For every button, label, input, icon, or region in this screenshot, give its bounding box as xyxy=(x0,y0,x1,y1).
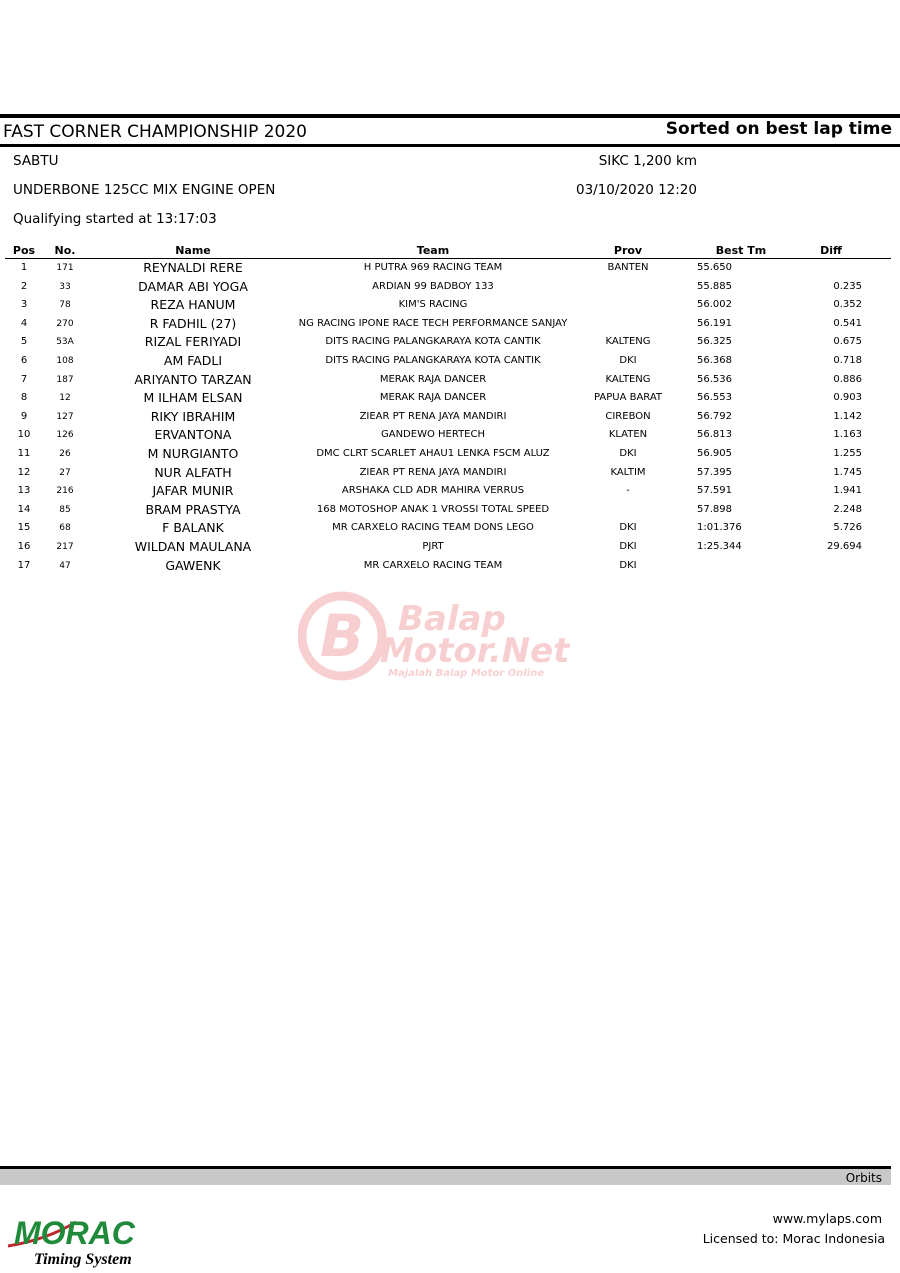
cell-name: REYNALDI RERE xyxy=(143,260,243,275)
balapmotor-watermark xyxy=(298,590,603,682)
header-top-rule xyxy=(0,114,900,118)
cell-name: JAFAR MUNIR xyxy=(152,483,234,499)
cell-best-time: 1:01.376 xyxy=(697,522,742,534)
cell-best-time: 56.905 xyxy=(697,447,732,459)
watermark-b-glyph: B xyxy=(319,602,365,670)
cell-best-time: 56.191 xyxy=(697,317,732,329)
cell-no: 85 xyxy=(59,504,71,515)
cell-team: DMC CLRT SCARLET AHAU1 LENKA FSCM ALUZ xyxy=(316,447,550,459)
table-row xyxy=(5,445,891,464)
cell-pos: 15 xyxy=(17,522,31,534)
table-row xyxy=(5,557,891,576)
cell-best-time: 57.395 xyxy=(697,466,732,478)
cell-no: 171 xyxy=(56,263,74,273)
cell-team: H PUTRA 969 RACING TEAM xyxy=(363,262,503,273)
cell-diff: 1.941 xyxy=(833,485,862,497)
cell-name: ARIYANTO TARZAN xyxy=(134,371,252,387)
cell-pos: 6 xyxy=(20,354,28,366)
cell-name: F BALANK xyxy=(162,520,224,536)
header-bottom-rule xyxy=(0,144,900,147)
table-row xyxy=(5,296,891,315)
cell-diff: 1.142 xyxy=(833,410,862,422)
cell-name: BRAM PRASTYA xyxy=(145,501,241,517)
cell-prov: KALTENG xyxy=(605,336,651,348)
cell-team: MR CARXELO RACING TEAM xyxy=(363,559,503,571)
table-row xyxy=(5,464,891,483)
cell-diff: 29.694 xyxy=(827,540,862,552)
cell-diff: 5.726 xyxy=(833,522,862,534)
cell-team: DITS RACING PALANGKARAYA KOTA CANTIK xyxy=(325,336,541,348)
table-row xyxy=(5,352,891,371)
cell-prov: DKI xyxy=(619,540,637,552)
cell-team: ZIEAR PT RENA JAYA MANDIRI xyxy=(359,466,507,478)
cell-pos: 11 xyxy=(17,447,31,459)
table-row xyxy=(5,408,891,427)
cell-no: 78 xyxy=(59,300,71,311)
cell-team: GANDEWO HERTECH xyxy=(380,429,485,441)
cell-team: KIM'S RACING xyxy=(398,299,468,311)
table-row xyxy=(5,278,891,297)
license-label: Licensed to: Morac Indonesia xyxy=(702,1231,885,1246)
cell-diff: 0.541 xyxy=(833,317,862,329)
cell-name: M ILHAM ELSAN xyxy=(143,390,243,406)
col-diff: Diff xyxy=(820,244,842,257)
cell-name: M NURGIANTO xyxy=(147,445,239,461)
cell-no: 127 xyxy=(56,411,74,422)
cell-diff: 0.675 xyxy=(833,336,862,348)
morac-logo xyxy=(6,1210,202,1268)
cell-team: PJRT xyxy=(422,540,444,552)
cell-no: 33 xyxy=(59,281,71,292)
cell-name: ERVANTONA xyxy=(154,427,232,443)
cell-no: 108 xyxy=(56,355,74,366)
cell-best-time: 55.885 xyxy=(697,280,732,292)
cell-diff: 1.163 xyxy=(833,429,862,441)
cell-prov: DKI xyxy=(619,522,637,534)
datetime-label: 03/10/2020 12:20 xyxy=(575,182,697,198)
cell-diff: 1.745 xyxy=(833,466,862,478)
cell-name: RIKY IBRAHIM xyxy=(150,408,236,424)
cell-no: 12 xyxy=(59,393,71,404)
cell-team: NG RACING IPONE RACE TECH PERFORMANCE SANJAY xyxy=(298,317,568,329)
table-header xyxy=(5,243,891,259)
cell-name: DAMAR ABI YOGA xyxy=(138,278,248,294)
cell-diff: 0.903 xyxy=(833,392,862,404)
cell-best-time: 57.591 xyxy=(697,485,732,497)
cell-best-time: 56.536 xyxy=(697,373,732,385)
day-label: SABTU xyxy=(13,153,59,169)
cell-prov: PAPUA BARAT xyxy=(593,392,663,404)
cell-prov: KLATEN xyxy=(608,429,648,441)
cell-pos: 16 xyxy=(17,540,31,552)
cell-pos: 3 xyxy=(20,299,28,311)
cell-diff: 1.255 xyxy=(833,447,862,459)
cell-no: 27 xyxy=(59,467,71,478)
cell-name: NUR ALFATH xyxy=(154,464,232,480)
cell-team: ZIEAR PT RENA JAYA MANDIRI xyxy=(359,410,507,422)
cell-prov: KALTIM xyxy=(610,466,646,478)
cell-prov: DKI xyxy=(619,447,637,459)
cell-no: 270 xyxy=(56,318,74,329)
cell-team: DITS RACING PALANGKARAYA KOTA CANTIK xyxy=(325,354,541,366)
cell-diff: 2.248 xyxy=(833,503,862,515)
col-pos: Pos xyxy=(12,244,36,257)
cell-prov: DKI xyxy=(619,354,637,366)
circuit-label: SIKC 1,200 km xyxy=(598,153,697,169)
cell-pos: 10 xyxy=(17,429,31,441)
cell-team: MR CARXELO RACING TEAM DONS LEGO xyxy=(332,522,534,534)
table-row xyxy=(5,389,891,408)
cell-best-time: 55.650 xyxy=(697,262,732,273)
cell-no: 216 xyxy=(56,486,74,497)
cell-pos: 13 xyxy=(17,485,31,497)
table-row xyxy=(5,259,891,278)
cell-pos: 14 xyxy=(17,503,31,515)
session-label: Qualifying started at 13:17:03 xyxy=(13,211,217,227)
cell-no: 26 xyxy=(59,448,71,459)
table-row xyxy=(5,426,891,445)
event-title: FAST CORNER CHAMPIONSHIP 2020 xyxy=(3,122,307,142)
class-label: UNDERBONE 125CC MIX ENGINE OPEN xyxy=(13,182,276,198)
table-row xyxy=(5,333,891,352)
mylaps-url: www.mylaps.com xyxy=(772,1211,882,1226)
cell-diff: 0.235 xyxy=(833,280,862,292)
table-row xyxy=(5,538,891,557)
cell-best-time: 56.368 xyxy=(697,354,732,366)
cell-best-time: 56.002 xyxy=(697,299,732,311)
watermark-line1: Balap xyxy=(398,599,506,639)
cell-pos: 7 xyxy=(20,373,28,385)
cell-team: ARSHAKA CLD ADR MAHIRA VERRUS xyxy=(341,485,525,497)
cell-best-time: 56.792 xyxy=(697,410,732,422)
cell-no: 68 xyxy=(59,523,71,534)
cell-name: RIZAL FERIYADI xyxy=(144,334,242,350)
orbits-label: Orbits xyxy=(845,1171,882,1185)
cell-pos: 17 xyxy=(17,559,31,571)
cell-best-time: 57.898 xyxy=(697,503,732,515)
col-best-time: Best Tm xyxy=(715,244,767,257)
cell-name: AM FADLI xyxy=(163,352,223,368)
col-prov: Prov xyxy=(613,244,643,257)
cell-pos: 5 xyxy=(20,336,28,348)
cell-team: ARDIAN 99 BADBOY 133 xyxy=(372,280,494,292)
cell-no: 126 xyxy=(56,430,74,441)
table-row xyxy=(5,519,891,538)
table-row xyxy=(5,482,891,501)
cell-pos: 9 xyxy=(20,410,28,422)
cell-best-time: 56.553 xyxy=(697,392,732,404)
cell-no: 47 xyxy=(59,560,71,571)
table-row xyxy=(5,501,891,520)
cell-prov: BANTEN xyxy=(607,262,649,273)
watermark-line2: Motor.Net xyxy=(380,631,570,671)
cell-best-time: 56.325 xyxy=(697,336,732,348)
cell-team: 168 MOTOSHOP ANAK 1 VROSSI TOTAL SPEED xyxy=(316,503,550,515)
cell-diff: 0.352 xyxy=(833,299,862,311)
cell-no: 187 xyxy=(56,374,74,385)
cell-prov: - xyxy=(626,485,630,497)
table-row xyxy=(5,315,891,334)
cell-pos: 12 xyxy=(17,466,31,478)
cell-team: MERAK RAJA DANCER xyxy=(379,392,487,404)
cell-pos: 1 xyxy=(20,262,28,273)
cell-name: GAWENK xyxy=(165,557,221,573)
cell-diff: 0.886 xyxy=(833,373,862,385)
watermark-tagline: Majalah Balap Motor Online xyxy=(388,668,545,679)
cell-diff: 0.718 xyxy=(833,354,862,366)
cell-team: MERAK RAJA DANCER xyxy=(379,373,487,385)
logo-subtitle: Timing System xyxy=(34,1251,132,1268)
cell-pos: 4 xyxy=(20,317,28,329)
table-row xyxy=(5,371,891,390)
cell-best-time: 1:25.344 xyxy=(697,540,742,552)
cell-best-time: 56.813 xyxy=(697,429,732,441)
cell-prov: CIREBON xyxy=(605,410,651,422)
cell-pos: 8 xyxy=(20,392,28,404)
cell-pos: 2 xyxy=(20,280,28,292)
col-team: Team xyxy=(416,244,450,257)
logo-text: MORAC xyxy=(14,1215,135,1251)
col-no: No. xyxy=(54,244,76,257)
cell-prov: DKI xyxy=(619,559,637,571)
results-table xyxy=(5,243,891,575)
footer-bar xyxy=(0,1169,891,1185)
cell-no: 53A xyxy=(56,337,74,348)
table-body xyxy=(5,259,891,575)
sort-label: Sorted on best lap time xyxy=(665,119,892,139)
cell-no: 217 xyxy=(56,541,74,552)
cell-name: R FADHIL (27) xyxy=(149,315,237,331)
col-name: Name xyxy=(175,244,211,257)
cell-name: REZA HANUM xyxy=(150,297,236,313)
cell-name: WILDAN MAULANA xyxy=(134,538,252,554)
cell-prov: KALTENG xyxy=(605,373,651,385)
